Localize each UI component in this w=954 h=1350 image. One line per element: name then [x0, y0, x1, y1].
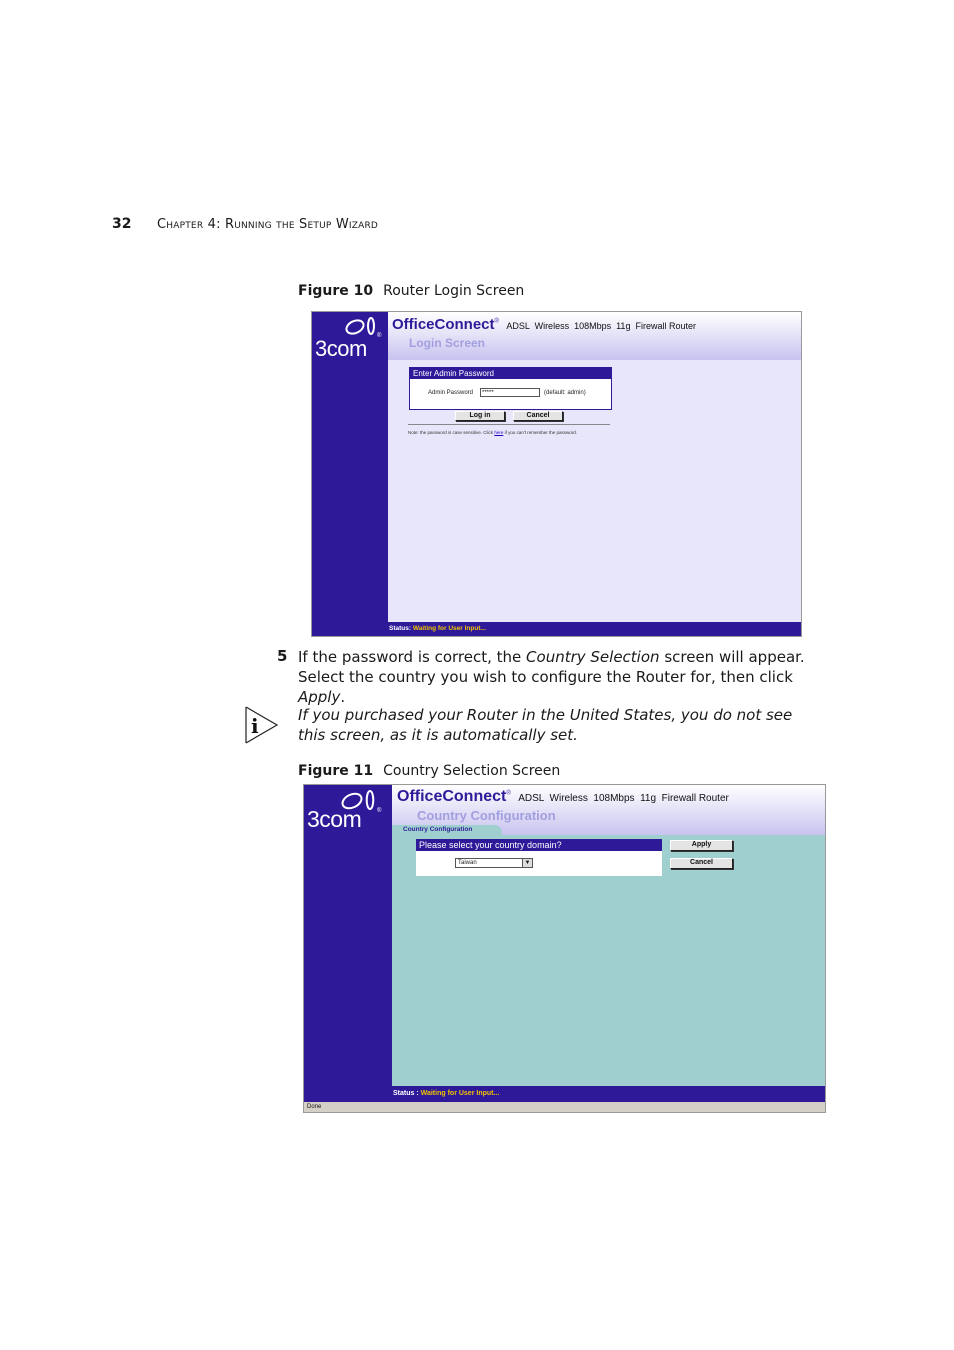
tab-country-configuration[interactable]: Country Configuration	[392, 825, 502, 835]
figure-10-caption	[298, 283, 524, 299]
country-screenshot	[303, 784, 826, 1113]
login-panel-title: Enter Admin Password	[410, 368, 611, 379]
password-label: Admin Password	[428, 390, 474, 396]
step-text-1: If the password is correct, the	[298, 648, 522, 666]
note-text-end: if you can't remember the password.	[504, 430, 577, 435]
page-subtitle: Country Configuration	[417, 808, 556, 823]
us-note: If you purchased your Router in the United States, you do not see this screen, as it is automatically set.	[298, 706, 793, 744]
3com-logo-text: 3com	[315, 336, 367, 361]
status-bar	[392, 1086, 826, 1102]
password-input[interactable]	[480, 388, 540, 397]
product-banner	[392, 316, 696, 334]
chapter-title: Chapter 4: Running the Setup Wizard	[157, 217, 379, 232]
product-name: ADSL Wireless 108Mbps 11g Firewall Router	[518, 793, 729, 804]
product-name: ADSL Wireless 108Mbps 11g Firewall Router	[506, 321, 696, 331]
country-select[interactable]	[455, 858, 533, 868]
figure-11-label: Figure 11	[298, 763, 374, 779]
status-label: Status:	[389, 625, 412, 632]
figure-11-title: Country Selection Screen	[383, 763, 561, 779]
apply-button[interactable]: Apply	[670, 840, 733, 851]
status-label: Status :	[393, 1090, 419, 1097]
country-panel-title: Please select your country domain?	[416, 839, 662, 851]
3com-logo-text: 3com	[307, 806, 362, 832]
note-text-start: Note: the password is case sensitive. Click	[408, 430, 494, 435]
page-number: 32	[112, 216, 132, 232]
cancel-button[interactable]: Cancel	[513, 411, 563, 421]
svg-text:®: ®	[377, 333, 382, 338]
default-password-hint: (default: admin)	[544, 390, 586, 396]
step-5-text	[298, 647, 828, 707]
password-note	[408, 430, 577, 435]
product-banner	[397, 788, 729, 806]
info-icon	[244, 705, 280, 745]
login-button[interactable]: Log in	[455, 411, 505, 421]
3com-logo-mark-icon	[344, 316, 384, 338]
selected-country: Taiwan	[458, 860, 477, 866]
figure-10-title: Router Login Screen	[383, 283, 525, 299]
step-text-3: .	[340, 688, 346, 706]
step-term-apply: Apply	[298, 688, 341, 706]
status-bar	[388, 622, 802, 636]
status-value: Waiting for User Input...	[412, 625, 486, 632]
step-text-2: screen will appear. Select the country you wish to configure the Router for, then click	[298, 648, 805, 686]
divider	[408, 424, 610, 425]
brand-name: OfficeConnect	[397, 788, 507, 805]
login-panel	[409, 367, 612, 410]
forgot-password-link[interactable]: here	[494, 430, 504, 435]
cancel-button[interactable]: Cancel	[670, 858, 733, 869]
svg-text:i: i	[251, 714, 259, 738]
page-subtitle: Login Screen	[409, 336, 486, 350]
browser-status-bar: Done	[304, 1102, 825, 1112]
status-value: Waiting for User Input...	[420, 1090, 500, 1097]
registered-mark: ®	[494, 318, 499, 325]
step-term-country-selection: Country Selection	[526, 648, 660, 666]
login-screenshot	[311, 311, 802, 637]
registered-mark: ®	[506, 790, 511, 797]
brand-name: OfficeConnect	[392, 316, 495, 333]
figure-10-label: Figure 10	[298, 283, 374, 299]
chevron-down-icon[interactable]: ▼	[522, 859, 532, 867]
step-number: 5	[277, 647, 288, 665]
svg-text:®: ®	[377, 808, 382, 813]
figure-11-caption	[298, 763, 560, 779]
country-panel	[416, 839, 662, 876]
